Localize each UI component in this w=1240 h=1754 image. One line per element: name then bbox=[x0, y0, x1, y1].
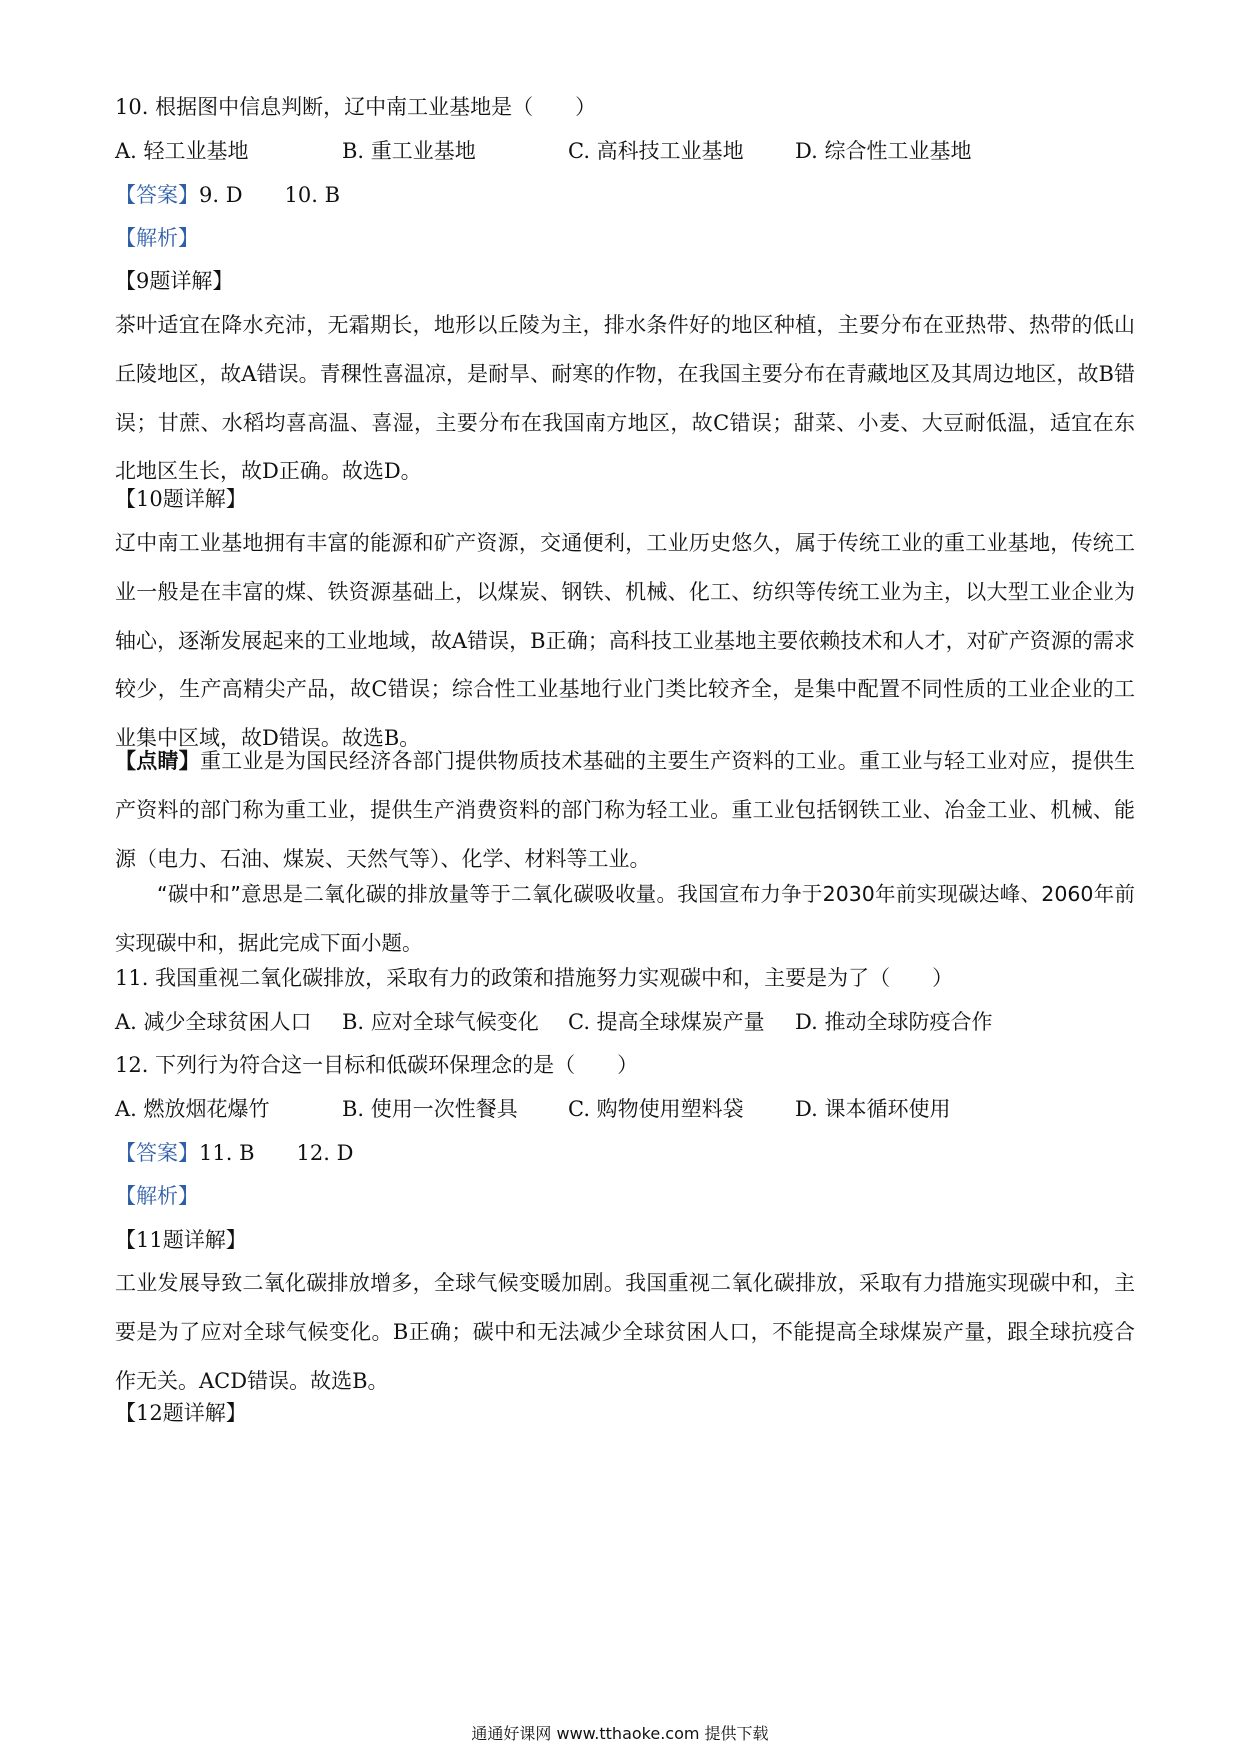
dianjing-block bbox=[115, 737, 1135, 883]
option-a: A. 减少全球贫困人口 bbox=[115, 1010, 312, 1034]
answer-tag: 【答案】 bbox=[115, 1141, 199, 1165]
answer-tag: 【答案】 bbox=[115, 183, 199, 207]
option-a: A. 轻工业基地 bbox=[115, 139, 249, 163]
option-c: C. 高科技工业基地 bbox=[568, 139, 744, 163]
answer-text: 9. D 10. B bbox=[199, 183, 341, 207]
answer-row-2 bbox=[115, 1138, 1135, 1168]
option-b: B. 重工业基地 bbox=[342, 139, 476, 163]
option-b: B. 应对全球气候变化 bbox=[342, 1010, 539, 1034]
detail-9-body: 茶叶适宜在降水充沛，无霜期长，地形以丘陵为主，排水条件好的地区种植，主要分布在亚热带、热带的低山丘陵地区，故A错误。青稞性喜温凉，是耐旱、耐寒的作物，在我国主要分布在青藏地区及其周边地区，故B错误；甘蔗、水稻均喜高温、喜湿，主要分布在我国南方地区，故C错误；甜菜、小麦、大豆耐低温，适宜在东北地区生长，故D正确。故选D。 bbox=[115, 313, 1135, 484]
page-footer: 通通好课网 www.tthaoke.com 提供下载 bbox=[471, 1724, 769, 1743]
dianjing-tag: 【点睛】 bbox=[115, 748, 201, 773]
option-c: C. 购物使用塑料袋 bbox=[568, 1097, 744, 1121]
option-b: B. 使用一次性餐具 bbox=[342, 1097, 518, 1121]
carbon-intro: “碳中和”意思是二氧化碳的排放量等于二氧化碳吸收量。我国宣布力争于2030年前实现碳达峰、2060年前实现碳中和，据此完成下面小题。 bbox=[115, 882, 1135, 955]
detail-10-heading: 【10题详解】 bbox=[115, 487, 247, 511]
option-d: D. 课本循环使用 bbox=[795, 1097, 951, 1121]
option-d: D. 推动全球防疫合作 bbox=[795, 1010, 993, 1034]
analysis-tag: 【解析】 bbox=[115, 1184, 199, 1208]
answer-row-1 bbox=[115, 180, 1135, 210]
option-a: A. 燃放烟花爆竹 bbox=[115, 1097, 270, 1121]
question-10-stem: 10. 根据图中信息判断，辽中南工业基地是（ ） bbox=[115, 95, 597, 119]
answer-text: 11. B 12. D bbox=[199, 1141, 354, 1165]
question-11-stem: 11. 我国重视二氧化碳排放，采取有力的政策和措施努力实观碳中和，主要是为了（ ） bbox=[115, 966, 954, 990]
analysis-tag: 【解析】 bbox=[115, 226, 199, 250]
question-12-stem: 12. 下列行为符合这一目标和低碳环保理念的是（ ） bbox=[115, 1053, 639, 1077]
option-d: D. 综合性工业基地 bbox=[795, 139, 972, 163]
detail-12-heading: 【12题详解】 bbox=[115, 1401, 247, 1425]
detail-10-body: 辽中南工业基地拥有丰富的能源和矿产资源，交通便利，工业历史悠久，属于传统工业的重工业基地，传统工业一般是在丰富的煤、铁资源基础上，以煤炭、钢铁、机械、化工、纺织等传统工业为主，以大型工业企业为轴心，逐渐发展起来的工业地域，故A错误，B正确；高科技工业基地主要依赖技术和人才，对矿产资源的需求较少，生产高精尖产品，故C错误；综合性工业基地行业门类比较齐全，是集中配置不同性质的工业企业的工业集中区域，故D错误。故选B。 bbox=[115, 531, 1135, 751]
option-c: C. 提高全球煤炭产量 bbox=[568, 1010, 765, 1034]
dianjing-body: 重工业是为国民经济各部门提供物质技术基础的主要生产资料的工业。重工业与轻工业对应，提供生产资料的部门称为重工业，提供生产消费资料的部门称为轻工业。重工业包括钢铁工业、冶金工业、机械、能源（电力、石油、煤炭、天然气等）、化学、材料等工业。 bbox=[115, 749, 1136, 871]
detail-11-body: 工业发展导致二氧化碳排放增多，全球气候变暖加剧。我国重视二氧化碳排放，采取有力措施实现碳中和，主要是为了应对全球气候变化。B正确；碳中和无法减少全球贫困人口，不能提高全球煤炭产量，跟全球抗疫合作无关。ACD错误。故选B。 bbox=[115, 1271, 1135, 1393]
detail-11-heading: 【11题详解】 bbox=[115, 1228, 247, 1252]
detail-9-heading: 【9题详解】 bbox=[115, 269, 234, 293]
